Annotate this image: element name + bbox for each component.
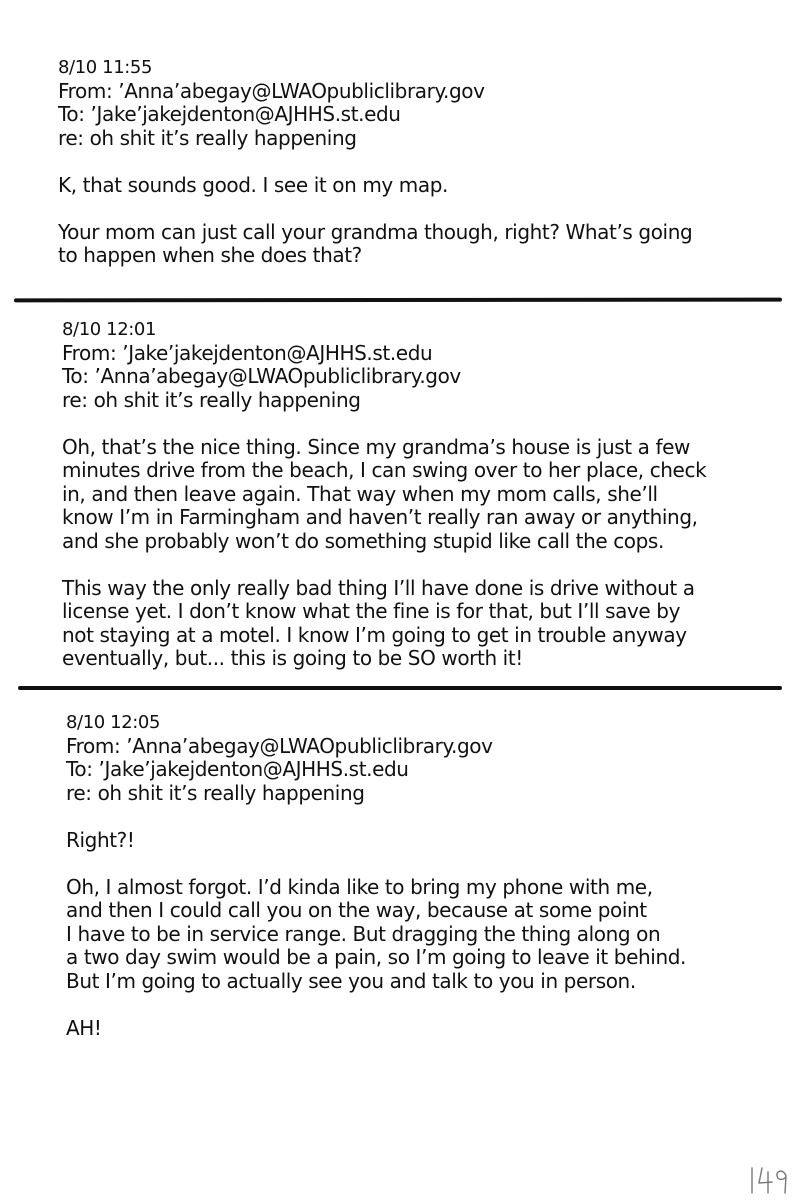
email-body-line: to happen when she does that? [58,243,362,267]
email-timestamp: 8/10 12:05 [66,712,161,733]
email-body-line: Your mom can just call your grandma though, right? What’s going [58,219,693,244]
message-divider [14,298,782,303]
email-body-line: Oh, I almost forgot. I’d kinda like to bring my phone with me, [66,874,653,899]
email-to: To: ’Jake’jakejdenton@AJHHS.st.edu [66,757,409,781]
message-divider [18,686,782,690]
email-subject: re: oh shit it’s really happening [66,780,365,805]
email-body-line: minutes drive from the beach, I can swing over to her place, check [62,458,707,482]
email-timestamp: 8/10 12:01 [62,319,157,340]
email-body-line: I have to be in service range. But dragging the thing along on [66,921,661,946]
email-timestamp: 8/10 11:55 [58,57,153,78]
email-body-line: Right?! [66,827,135,852]
email-from: From: ’Anna’abegay@LWAOpubliclibrary.gov [66,733,493,758]
email-paragraph [62,436,706,554]
email-message-2 [62,318,706,671]
email-body-line: know I’m in Farmingham and haven’t really ran away or anything, [62,505,698,529]
email-paragraph [62,577,706,671]
email-subject: re: oh shit it’s really happening [62,387,361,412]
email-paragraph [66,876,686,994]
email-body-line: AH! [66,1015,102,1040]
email-body-line: But I’m going to actually see you and talk to you in person. [66,968,636,993]
email-body-line: eventually, but... this is going to be SO worth it! [62,646,523,670]
email-body-line: K, that sounds good. I see it on my map. [58,172,448,197]
email-body-line: and then I could call you on the way, because at some point [66,898,647,922]
email-body-line: Oh, that’s the nice thing. Since my grandma’s house is just a few [62,434,690,459]
email-body-line: This way the only really bad thing I’ll have done is drive without a [62,575,695,600]
email-paragraph [58,174,692,198]
email-subject: re: oh shit it’s really happening [58,125,357,150]
email-paragraph [66,1017,686,1041]
email-to: To: ’Anna’abegay@LWAOpubliclibrary.gov [62,364,461,388]
email-body-line: and she probably won’t do something stupid like call the cops. [62,528,664,553]
email-body-line: license yet. I don’t know what the fine is for that, but I’ll save by [62,599,681,623]
email-message-3 [66,711,686,1040]
email-body-line: in, and then leave again. That way when my mom calls, she’ll [62,481,658,506]
email-from: From: ’Anna’abegay@LWAOpubliclibrary.gov [58,78,485,103]
page-number [748,1164,792,1196]
email-message-1 [58,56,692,268]
handwritten-page-number-icon [748,1164,792,1196]
email-body-line: not staying at a motel. I know I’m going to get in trouble anyway [62,622,687,647]
email-to: To: ’Jake’jakejdenton@AJHHS.st.edu [58,102,401,126]
email-body-line: a two day swim would be a pain, so I’m going to leave it behind. [66,945,686,969]
email-paragraph [66,829,686,853]
email-from: From: ’Jake’jakejdenton@AJHHS.st.edu [62,340,433,365]
email-paragraph [58,221,692,268]
